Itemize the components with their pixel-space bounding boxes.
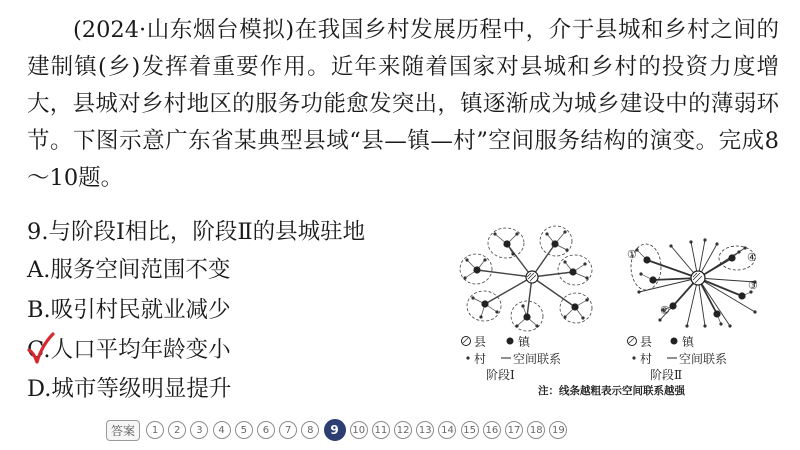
legend-village: 村 [474, 352, 487, 366]
answer-button-10[interactable]: 10 [350, 421, 368, 439]
question-stem [27, 12, 779, 197]
structure-diagram [455, 222, 785, 397]
question-stem-text: (2024·山东烟台模拟)在我国乡村发展历程中，介于县城和乡村之间的建制镇(乡)发挥着重要作用。近年来随着国家对县城和乡村的投资力度增大，县城对乡村地区的服务功能愈发突出，镇逐渐成为城乡建设中的薄弱环节。下图示意广东省某典型县域“县—镇—村”空间服务结构的演变。完成8～10题。 [27, 17, 779, 191]
answer-button-3[interactable]: 3 [190, 421, 208, 439]
marker-2: ② [660, 304, 670, 317]
legend2-town: 镇 [682, 335, 695, 349]
option-b[interactable]: B.吸引村民就业减少 [27, 297, 231, 323]
marker-1: ① [627, 248, 637, 261]
answer-button-1[interactable]: 1 [146, 421, 164, 439]
stage1-network [460, 226, 592, 331]
answer-bar [106, 418, 572, 442]
answer-button-7[interactable]: 7 [279, 421, 297, 439]
legend-town: 镇 [518, 335, 531, 349]
answer-button-5[interactable]: 5 [235, 421, 253, 439]
option-d[interactable]: D.城市等级明显提升 [27, 376, 232, 402]
stage2-legend [628, 334, 728, 382]
answer-button-17[interactable]: 17 [505, 421, 523, 439]
legend-link: 空间联系 [513, 352, 562, 366]
answer-button-16[interactable]: 16 [483, 421, 501, 439]
answer-button-18[interactable]: 18 [527, 421, 545, 439]
answer-button-11[interactable]: 11 [372, 421, 390, 439]
answer-button-2[interactable]: 2 [168, 421, 186, 439]
question-9-title: 9.与阶段Ⅰ相比，阶段Ⅱ的县城驻地 [27, 219, 366, 245]
figure-note: 注：线条越粗表示空间联系越强 [538, 385, 685, 397]
legend2-county: 县 [640, 335, 653, 349]
answer-button-19[interactable]: 19 [549, 421, 567, 439]
stage2-network [631, 238, 757, 327]
option-c[interactable]: C.人口平均年龄变小 [27, 337, 231, 363]
answer-button-6[interactable]: 6 [257, 421, 275, 439]
marker-3: ③ [748, 279, 758, 292]
option-a[interactable]: A.服务空间范围不变 [27, 257, 231, 283]
stage2-label: 阶段Ⅱ [650, 368, 683, 382]
answer-label[interactable]: 答案 [106, 420, 140, 441]
answer-button-13[interactable]: 13 [416, 421, 434, 439]
legend2-link: 空间联系 [679, 352, 728, 366]
answer-button-15[interactable]: 15 [461, 421, 479, 439]
legend-county: 县 [474, 335, 487, 349]
answer-button-14[interactable]: 14 [438, 421, 456, 439]
answer-button-12[interactable]: 12 [394, 421, 412, 439]
stage1-label: 阶段Ⅰ [486, 368, 515, 382]
answer-button-9[interactable]: 9 [324, 419, 346, 441]
marker-4: ④ [747, 251, 757, 264]
answer-button-4[interactable]: 4 [213, 421, 231, 439]
answer-button-8[interactable]: 8 [301, 421, 319, 439]
stage1-legend [462, 334, 562, 382]
check-mark-icon [26, 331, 56, 367]
legend2-village: 村 [640, 352, 653, 366]
